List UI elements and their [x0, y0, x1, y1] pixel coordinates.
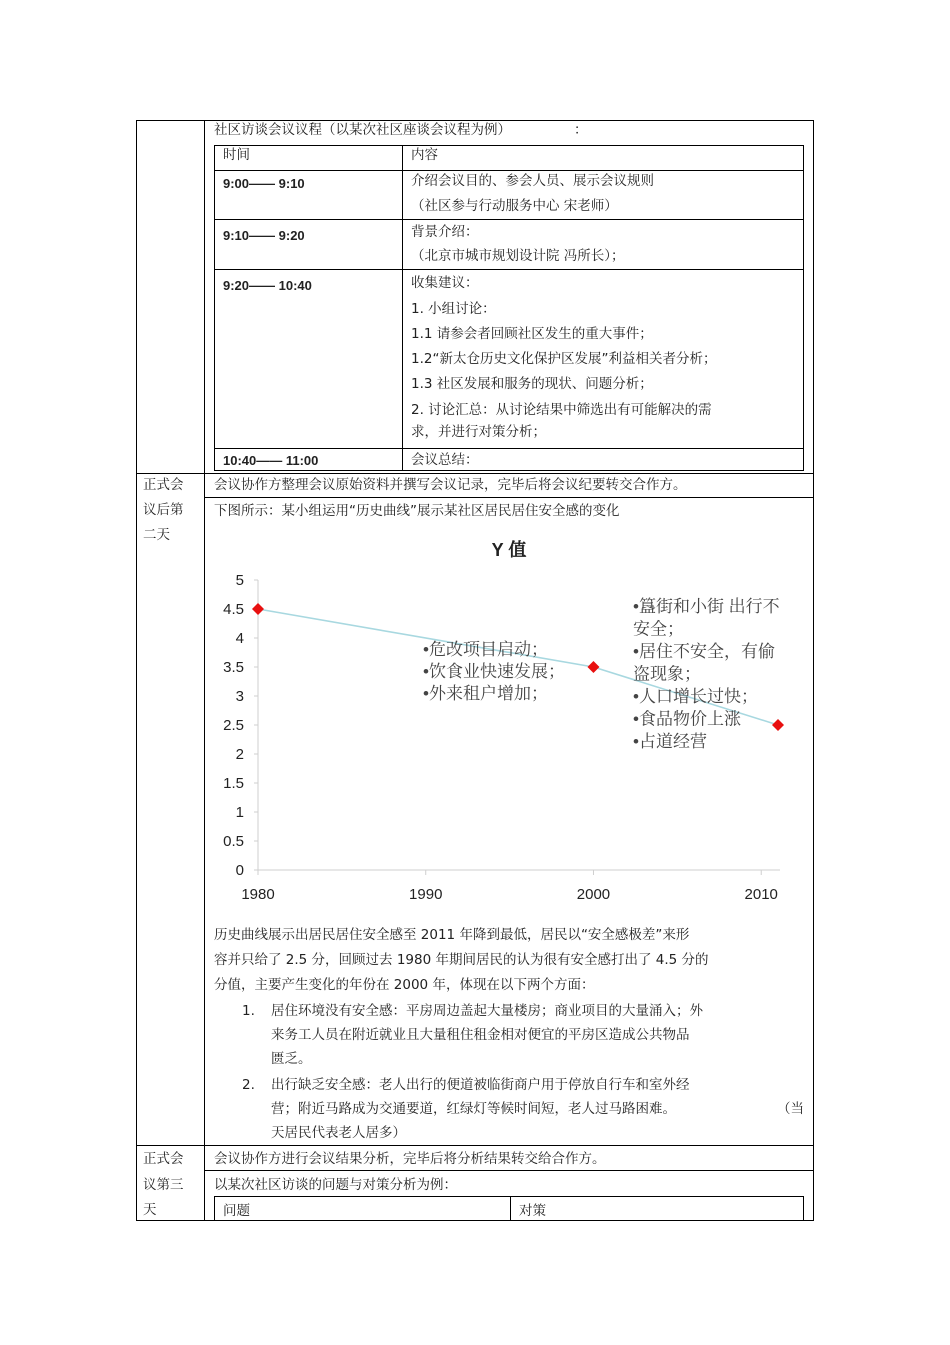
- day3-label-2: 议第三: [143, 1177, 184, 1193]
- summary-line-1: 历史曲线展示出居民居住安全感至 2011 年降到最低，居民以“安全感极差”来形: [214, 927, 690, 943]
- point-2-number: 2.: [242, 1077, 255, 1093]
- summary-line-2: 容并只给了 2.5 分，回顾过去 1980 年期间居民的认为很有安全感打出了 4.5 分的: [214, 952, 709, 968]
- row-divider-1: [136, 473, 814, 474]
- row-divider-2: [136, 1145, 814, 1146]
- chart-annotation-line: •占道经营: [633, 732, 707, 751]
- agenda-table: [214, 145, 804, 471]
- agenda-header-time: 时间: [223, 147, 250, 163]
- day2-label-3: 二天: [143, 527, 170, 543]
- problem-header: 问题: [223, 1203, 250, 1219]
- y-tick-label: 2.5: [223, 717, 244, 734]
- agenda-row-3-line-4: 1.2“新太仓历史文化保护区发展”利益相关者分析；: [411, 351, 717, 367]
- y-tick-label: 3: [235, 688, 244, 705]
- agenda-row-2-line-1: 背景介绍：: [411, 224, 479, 240]
- agenda-row-3-line-6: 2. 讨论汇总：从讨论结果中筛选出有可能解决的需: [411, 402, 712, 418]
- day2-label-2: 议后第: [143, 502, 184, 518]
- agenda-row-4-line-1: 会议总结：: [411, 452, 479, 468]
- agenda-row-3-line-1: 收集建议：: [411, 275, 479, 291]
- y-tick-label: 1: [235, 804, 244, 821]
- y-tick-label: 0: [235, 862, 244, 879]
- point-2-note: （当: [777, 1101, 804, 1117]
- x-tick-label: 1990: [409, 886, 443, 903]
- x-tick-label: 1980: [241, 886, 275, 903]
- day2-inner-divider: [204, 497, 814, 498]
- day2-line-2: 下图所示：某小组运用“历史曲线”展示某社区居民居住安全感的变化: [214, 503, 620, 519]
- data-point-marker: [772, 719, 784, 731]
- x-tick-label: 2000: [576, 886, 611, 903]
- summary-line-3: 分值，主要产生变化的年份在 2000 年，体现在以下两个方面：: [214, 977, 595, 993]
- agenda-row-2-line-2: （北京市城市规划设计院 冯所长）；: [411, 248, 625, 264]
- point-1-line-1: 居住环境没有安全感：平房周边盖起大量楼房；商业项目的大量涌入；外: [271, 1003, 703, 1019]
- agenda-row-2-time: 9:10—— 9:20: [223, 228, 305, 243]
- chart-annotation-line: •人口增长过快；: [633, 687, 758, 706]
- agenda-colon: ：: [574, 122, 588, 138]
- chart-title: Y 值: [491, 540, 527, 560]
- x-tick-label: 2010: [744, 886, 778, 903]
- day3-line-2: 以某次社区访谈的问题与对策分析为例：: [214, 1177, 457, 1193]
- problem-table: [214, 1196, 804, 1221]
- y-tick-label: 4: [235, 630, 244, 647]
- chart-annotation-line: •居住不安全，有偷: [633, 642, 775, 661]
- outer-right-border: [813, 120, 814, 1221]
- data-point-marker: [587, 661, 599, 673]
- point-2-line-3: 天居民代表老人居多）: [271, 1125, 406, 1141]
- y-tick-label: 2: [235, 746, 244, 763]
- day3-inner-divider: [204, 1170, 814, 1171]
- agenda-row-3-line-5: 1.3 社区发展和服务的现状、问题分析；: [411, 376, 653, 392]
- y-tick-label: 5: [235, 572, 244, 589]
- day2-label-1: 正式会: [143, 477, 184, 493]
- outer-top-border: [136, 120, 814, 121]
- chart-annotation-line: •饮食业快速发展；: [423, 662, 565, 681]
- chart-annotation-line: 安全；: [633, 619, 684, 639]
- chart-annotation-line: 盗现象；: [633, 664, 701, 684]
- point-2-line-2: 营；附近马路成为交通要道，红绿灯等候时间短，老人过马路困难。: [271, 1101, 676, 1117]
- agenda-row-1-line-1: 介绍会议目的、参会人员、展示会议规则: [411, 173, 654, 189]
- chart-annotation-line: •簋街和小街 出行不: [633, 597, 780, 616]
- agenda-row-3-line-7: 求，并进行对策分析；: [411, 424, 546, 440]
- agenda-row-4-time: 10:40—— 11:00: [223, 453, 319, 468]
- agenda-intro: 社区访谈会议议程（以某次社区座谈会议程为例）: [214, 122, 511, 138]
- point-1-line-2: 来务工人员在附近就业且大量租住租金相对便宜的平房区造成公共物品: [271, 1027, 690, 1043]
- chart-annotation-line: •食品物价上涨: [633, 709, 741, 729]
- y-tick-label: 1.5: [223, 775, 244, 792]
- data-point-marker: [252, 603, 264, 615]
- agenda-header-content: 内容: [411, 147, 438, 163]
- chart-annotation-line: •危改项目启动；: [423, 640, 548, 659]
- outer-left-border: [136, 120, 137, 1221]
- y-tick-label: 0.5: [223, 833, 244, 850]
- day3-line-1: 会议协作方进行会议结果分析，完毕后将分析结果转交给合作方。: [214, 1151, 606, 1167]
- agenda-row-1-line-2: （社区参与行动服务中心 宋老师）: [411, 198, 618, 214]
- day3-label-1: 正式会: [143, 1151, 184, 1167]
- agenda-row-3-line-3: 1.1 请参会者回顾社区发生的重大事件；: [411, 326, 653, 342]
- agenda-row-3-line-2: 1. 小组讨论：: [411, 301, 496, 317]
- point-2-line-1: 出行缺乏安全感：老人出行的便道被临街商户用于停放自行车和室外经: [271, 1077, 690, 1093]
- point-1-line-3: 匮乏。: [271, 1051, 312, 1067]
- agenda-row-1-time: 9:00—— 9:10: [223, 176, 305, 191]
- y-tick-label: 3.5: [223, 659, 244, 676]
- y-tick-label: 4.5: [223, 601, 244, 618]
- day3-label-3: 天: [143, 1202, 157, 1218]
- agenda-row-3-time: 9:20—— 10:40: [223, 278, 312, 293]
- history-curve-chart: [205, 530, 810, 910]
- chart-annotation-line: •外来租户增加；: [423, 684, 548, 703]
- day2-line-1: 会议协作方整理会议原始资料并撰写会议记录，完毕后将会议纪要转交合作方。: [214, 477, 687, 493]
- point-1-number: 1.: [242, 1003, 255, 1019]
- solution-header: 对策: [519, 1203, 546, 1219]
